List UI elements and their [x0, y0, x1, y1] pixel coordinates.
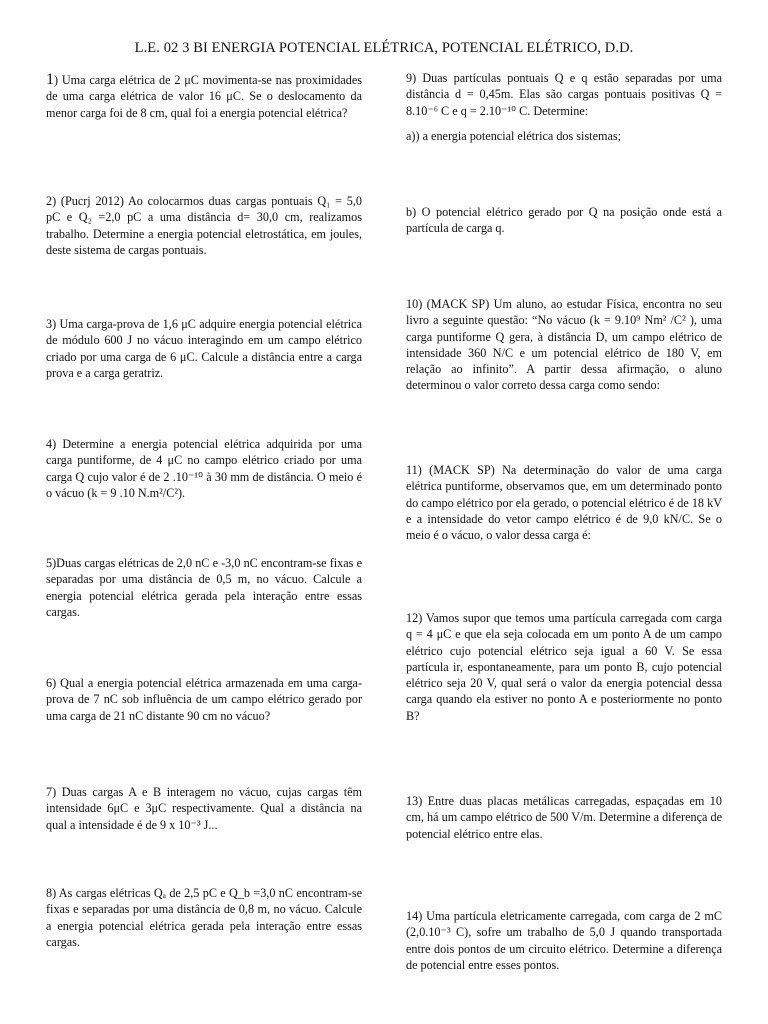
question-6-text: 6) Qual a energia potencial elétrica armazenada em uma carga-prova de 7 nC sob influência de um campo elétrico gerado por uma carga de 21 nC distante 90 cm no vácuo? — [46, 676, 362, 723]
question-6 — [46, 675, 362, 724]
question-1 — [46, 72, 362, 121]
question-9b — [406, 204, 722, 237]
question-2-text: 2) (Pucrj 2012) Ao colocarmos duas cargas pontuais Q₁ = 5,0 pC e Q₂ =2,0 pC a uma distância d= 30,0 cm, realizamos trabalho. Determine a energia potencial eletrostática, em joules, deste sistema de cargas pontuais. — [46, 194, 362, 257]
question-9 — [406, 70, 722, 119]
page-title: L.E. 02 3 BI ENERGIA POTENCIAL ELÉTRICA, POTENCIAL ELÉTRICO, D.D. — [134, 40, 634, 56]
question-5 — [46, 555, 362, 620]
question-12-text: 12) Vamos supor que temos uma partícula carregada com carga q = 4 μC e que ela seja colocada em um ponto A de um campo elétrico cujo potencial elétrico seja igual a 60 V. Se essa partícula ir, espontaneamente, para um ponto B, cujo potencial elétrico seja 20 V, qual será o valor da energia potencial dessa carga quando ela estiver no ponto A e posteriormente no ponto B? — [406, 611, 722, 723]
question-14-text: 14) Uma partícula eletricamente carregada, com carga de 2 mC (2,0.10⁻³ C), sofre um trabalho de 5,0 J quando transportada entre dois pontos de um circuito elétrico. Determine a diferença de potencial entre esses pontos. — [406, 909, 722, 972]
question-12 — [406, 610, 722, 724]
question-3-text: 3) Uma carga-prova de 1,6 μC adquire energia potencial elétrica de módulo 600 J no vácuo interagindo em um campo elétrico criado por uma carga de 6 μC. Calcule a distância entre a carga prova e a carga geratriz. — [46, 317, 362, 380]
question-13-text: 13) Entre duas placas metálicas carregadas, espaçadas em 10 cm, há um campo elétrico de 500 V/m. Determine a diferença de potencial elétrico entre elas. — [406, 794, 722, 841]
question-7-text: 7) Duas cargas A e B interagem no vácuo, cujas cargas têm intensidade 6μC e 3μC respectivamente. Qual a distância na qual a intensidade é de 9 x 10⁻³ J... — [46, 785, 362, 832]
question-9a — [406, 128, 722, 144]
question-3 — [46, 316, 362, 381]
question-8 — [46, 885, 362, 950]
question-2 — [46, 193, 362, 258]
question-5-text: 5)Duas cargas elétricas de 2,0 nC e -3,0 nC encontram-se fixas e separadas por uma distância de 0,5 m, no vácuo. Calcule a energia potencial elétrica gerada pela interação entre essas cargas. — [46, 556, 362, 619]
question-11 — [406, 462, 722, 543]
question-13 — [406, 793, 722, 842]
question-8-text: 8) As cargas elétricas Qₐ de 2,5 pC e Q_b =3,0 nC encontram-se fixas e separadas por uma distância de 0,8 m, no vácuo. Calcule a energia potencial elétrica gerada pela interação entre essas cargas. — [46, 886, 362, 949]
question-14 — [406, 908, 722, 973]
question-4-text: 4) Determine a energia potencial elétrica adquirida por uma carga puntiforme, de 4 μC no campo elétrico criado por uma carga Q cujo valor é de 2 .10⁻¹⁰ à 30 mm de distância. O meio é o vácuo (k = 9 .10 N.m²/C²). — [46, 437, 362, 500]
question-10 — [406, 296, 722, 394]
question-7 — [46, 784, 362, 833]
question-10-text: 10) (MACK SP) Um aluno, ao estudar Física, encontra no seu livro a seguinte questão: “No vácuo (k = 9.10⁹ Nm² /C² ), uma carga puntiforme Q gera, à distância D, um campo elétrico de intensidade 360 N/C e um potencial elétrico de 180 V, em relação ao infinito”. A partir dessa afirmação, o aluno determinou o valor correto dessa carga como sendo: — [406, 297, 722, 393]
question-9a-text: a)) a energia potencial elétrica dos sistemas; — [406, 129, 621, 143]
question-1-text: ) Uma carga elétrica de 2 μC movimenta-se nas proximidades de uma carga elétrica de valor 16 μC. Se o deslocamento da menor carga foi de 8 cm, qual foi a energia potencial elétrica? — [46, 73, 362, 120]
question-1-number: 1 — [46, 71, 54, 88]
question-11-text: 11) (MACK SP) Na determinação do valor de uma carga elétrica puntiforme, observamos que, em um determinado ponto do campo elétrico por ela gerado, o potencial elétrico é de 18 kV e a intensidade do vetor campo elétrico é de 9,0 kN/C. Se o meio é o vácuo, o valor dessa carga é: — [406, 463, 722, 543]
question-9-text: 9) Duas partículas pontuais Q e q estão separadas por uma distância d = 0,45m. Elas são cargas pontuais positivas Q = 8.10⁻⁶ C e q = 2.10⁻¹⁰ C. Determine: — [406, 71, 722, 118]
question-9b-text: b) O potencial elétrico gerado por Q na posição onde está a partícula de carga q. — [406, 205, 722, 236]
question-4 — [46, 436, 362, 501]
